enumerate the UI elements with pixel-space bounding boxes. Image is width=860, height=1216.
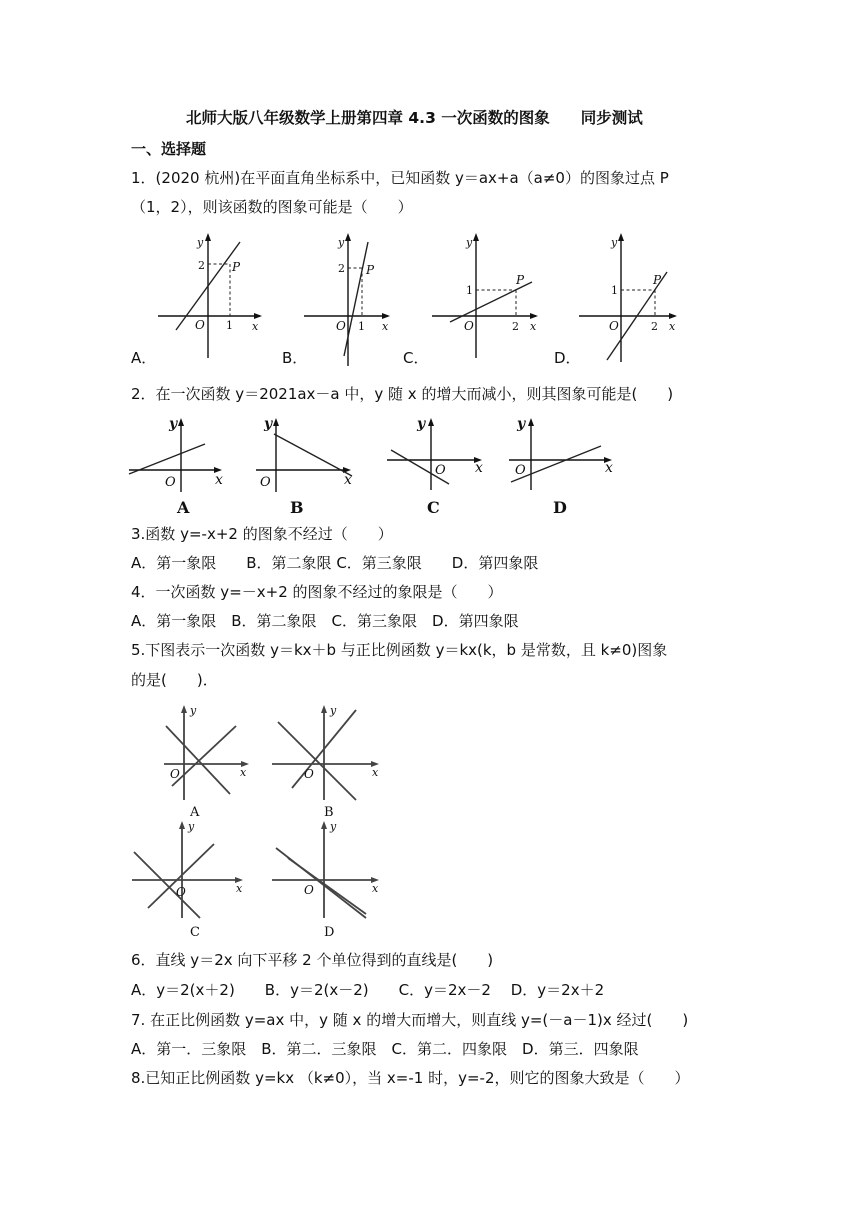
svg-text:O: O [170,767,180,781]
q2-label-a: A [177,498,190,517]
svg-text:y: y [190,704,197,717]
q7-options[interactable]: A．第一．三象限 B．第二．三象限 C．第二．四象限 D．第三．四象限 [131,1040,639,1058]
tick-2-label: 2 [512,320,519,333]
q1-option-a[interactable]: A． [131,349,157,367]
q1-graph-c [428,230,548,360]
tick-2-label: 2 [651,320,658,333]
q1-graph-a [150,230,270,360]
q1-graph-b [300,230,400,370]
q2-label-d: D [553,498,567,517]
q5-graph-a [160,702,260,820]
svg-text:O: O [304,767,314,781]
svg-text:O: O [435,463,446,478]
origin-label: O [609,319,619,333]
q1-option-b[interactable]: B． [282,349,308,367]
q3-stem: 3.函数 y=-x+2 的图象不经过（ ） [131,525,393,543]
origin-label: O [464,319,474,333]
q5-stem-line1: 5.下图表示一次函数 y＝kx＋b 与正比例函数 y＝kx(k，b 是常数，且 k≠0)图象 [131,641,668,659]
q5-stem-line2: 的是( )． [131,671,218,689]
svg-text:x: x [215,472,223,488]
svg-text:O: O [304,883,314,897]
svg-text:y: y [330,820,337,833]
tick-1-label: 1 [611,284,618,297]
tick-1-label: 1 [466,284,473,297]
q5-graph-b [268,702,388,820]
svg-text:x: x [372,882,379,895]
y-axis-label: y [611,236,618,249]
q6-stem: 6．直线 y＝2x 向下平移 2 个单位得到的直线是( ) [131,951,494,969]
section-heading: 一、选择题 [131,140,207,158]
point-p-label: P [516,273,525,287]
svg-text:y: y [330,704,337,717]
x-axis-label: x [382,320,389,333]
x-axis-label: x [252,320,259,333]
svg-text:O: O [176,885,186,899]
q8-stem: 8.已知正比例函数 y=kx （k≠0），当 x=-1 时，y=-2，则它的图象大致是（ ） [131,1069,690,1087]
q7-stem: 7. 在正比例函数 y=ax 中，y 随 x 的增大而增大，则直线 y=(－a－1)x 经过( ) [131,1011,689,1029]
svg-text:x: x [605,460,613,476]
svg-text:O: O [260,475,271,490]
q2-label-c: C [427,498,440,517]
q4-stem: 4．一次函数 y=－x+2 的图象不经过的象限是（ ） [131,583,503,601]
svg-text:y: y [188,820,195,833]
svg-text:y: y [169,416,178,432]
q1-stem-line1: 1．(2020 杭州)在平面直角坐标系中，已知函数 y＝ax+a（a≠0）的图象过点 P [131,169,669,187]
y-axis-label: y [466,236,473,249]
q1-option-d[interactable]: D． [554,349,581,367]
point-p-label: P [653,273,662,287]
point-p-label: P [366,263,375,277]
svg-text:x: x [475,460,483,476]
tick-1-label: 1 [226,319,233,332]
tick-2-label: 2 [198,259,205,272]
q2-stem: 2．在一次函数 y＝2021ax－a 中，y 随 x 的增大而减小，则其图象可能是( ) [131,385,674,403]
q1-option-c[interactable]: C． [403,349,429,367]
y-axis-label: y [197,236,204,249]
point-p-label: P [232,260,241,274]
q5-label-b: B [324,805,334,820]
origin-label: O [336,319,346,333]
x-axis-label: x [669,320,676,333]
origin-label: O [195,318,205,332]
svg-text:y: y [517,416,526,432]
svg-text:x: x [236,882,243,895]
q3-options[interactable]: A．第一象限 B．第二象限 C．第三象限 D．第四象限 [131,554,539,572]
q6-options[interactable]: A．y＝2(x＋2) B．y＝2(x－2) C．y＝2x－2 D．y＝2x＋2 [131,981,605,999]
svg-text:y: y [417,416,426,432]
x-axis-label: x [530,320,537,333]
svg-text:O: O [515,463,526,478]
q2-label-b: B [290,498,304,517]
svg-text:x: x [372,766,379,779]
q2-graph-d [505,412,620,516]
q5-graph-d [268,818,388,940]
tick-2-label: 2 [338,262,345,275]
y-axis-label: y [338,236,345,249]
svg-text:O: O [165,475,176,490]
q2-graph-b [252,412,362,516]
page-title: 北师大版八年级数学上册第四章 4.3 一次函数的图象 同步测试 [186,109,643,127]
q1-stem-line2: （1，2），则该函数的图象可能是（ ） [131,198,413,216]
q2-graph-c [383,412,493,516]
q2-graph-a [125,412,235,516]
q5-label-c: C [190,925,200,940]
q5-label-a: A [190,805,200,820]
svg-text:y: y [264,416,273,432]
svg-text:x: x [240,766,247,779]
q5-graph-c [128,818,258,940]
tick-1-label: 1 [358,320,365,333]
q4-options[interactable]: A．第一象限 B．第二象限 C．第三象限 D．第四象限 [131,612,519,630]
q5-label-d: D [324,925,335,940]
q1-graph-d [575,230,695,365]
svg-text:x: x [344,472,352,488]
